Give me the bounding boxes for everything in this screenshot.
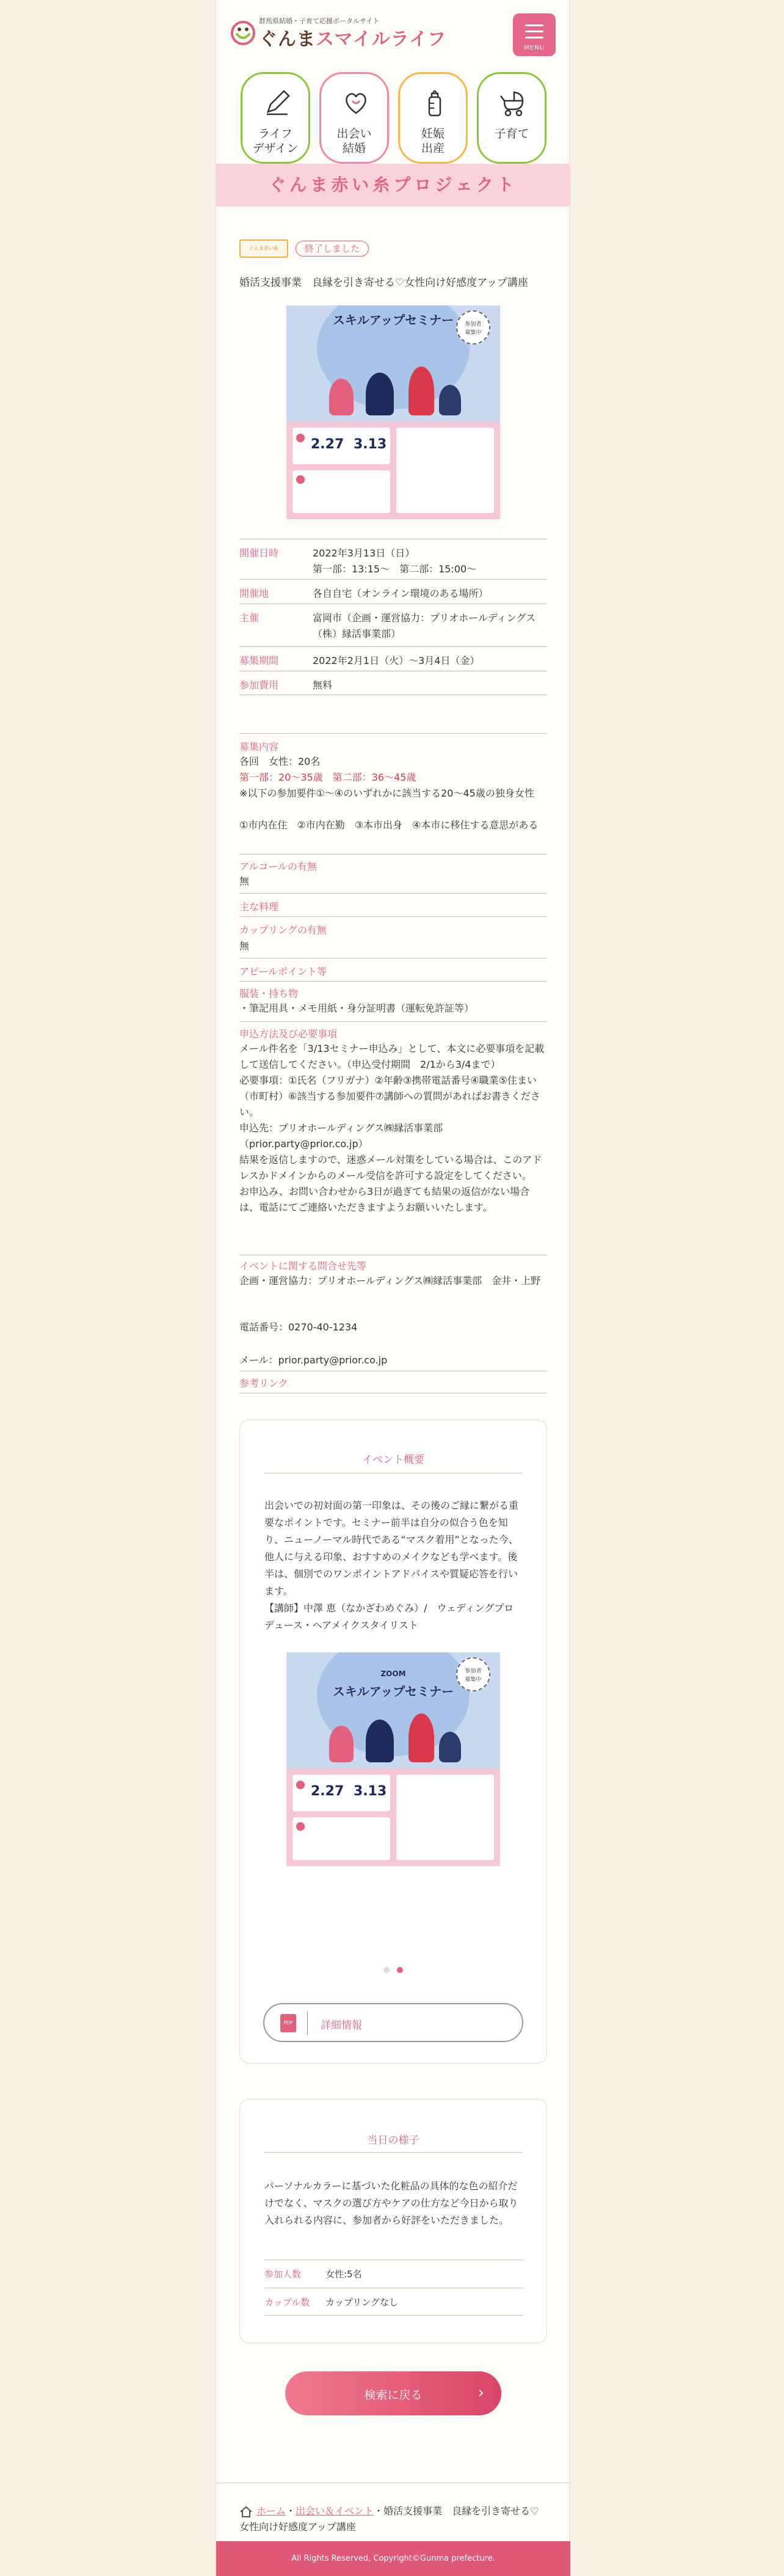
flyer-burst: 参加者 募集中 bbox=[456, 1657, 490, 1691]
event-flyer-image-2 bbox=[286, 1652, 500, 1866]
event-tags bbox=[239, 239, 547, 258]
flyer-person bbox=[366, 1720, 394, 1762]
carousel-dot[interactable] bbox=[383, 1967, 390, 1973]
hamburger-icon-bar bbox=[525, 37, 543, 38]
hamburger-icon-bar bbox=[525, 31, 543, 32]
flyer-pin bbox=[296, 1822, 305, 1831]
logo-subtitle: 群馬県結婚・子育て応援ポータルサイト bbox=[259, 17, 380, 25]
flyer-person bbox=[439, 1732, 461, 1762]
flyer-pin bbox=[296, 434, 305, 442]
red-thread-logo: ぐんま赤い糸 bbox=[239, 239, 288, 258]
site-footer: All Rights Reserved, Copyright©Gunma prefecture. bbox=[216, 2541, 570, 2576]
menu-label: MENU bbox=[524, 45, 545, 51]
divider bbox=[239, 893, 547, 894]
breadcrumb-separator: ・ bbox=[286, 2505, 296, 2517]
nav-pregnancy-birth[interactable] bbox=[398, 72, 468, 164]
breadcrumb-current: 婚活支援事業 良縁を引き寄せる♡女性向け好感度アップ講座 bbox=[239, 2505, 539, 2533]
flyer-title: スキルアップセミナー bbox=[332, 313, 454, 327]
nav-encounter-marriage[interactable] bbox=[319, 72, 389, 164]
flyer-detail-card bbox=[292, 470, 390, 513]
breadcrumb bbox=[239, 2503, 547, 2535]
divider bbox=[264, 2152, 522, 2153]
report-text: パーソナルカラーに基づいた化粧品の具体的な色の紹介だけでなく、マスクの選び方やケアの仕方など今日から取り入れられる内容に、参加者から好評をいただきました。 bbox=[264, 2180, 518, 2226]
contact-line-1: 企画・運営協力：プリオホールディングス㈱縁活事業部 金井・上野 bbox=[239, 1275, 541, 1286]
logo-title-a: ぐんま bbox=[259, 29, 316, 50]
smile-logo-icon bbox=[230, 20, 256, 46]
nav-child-rearing[interactable] bbox=[477, 72, 546, 164]
stroller-icon bbox=[498, 87, 529, 118]
flyer-date-1: 2.27 bbox=[311, 1784, 344, 1799]
report-heading: 当日の様子 bbox=[367, 2134, 419, 2147]
info-value: 2022年3月13日（日） 第一部：13:15～ 第二部：15:00～ bbox=[313, 547, 477, 575]
info-value: 無料 bbox=[313, 679, 333, 691]
event-overview-box bbox=[239, 1420, 547, 2063]
report-key: カップル数 bbox=[264, 2297, 310, 2308]
flyer-pin bbox=[296, 1781, 305, 1789]
breadcrumb-separator: ・ bbox=[374, 2505, 384, 2517]
recruit-heading: 募集内容 bbox=[239, 741, 279, 753]
nav-label: 妊娠 出産 bbox=[421, 127, 445, 155]
back-to-search-button[interactable] bbox=[285, 2371, 501, 2415]
site-logo[interactable] bbox=[230, 16, 446, 53]
flyer-info-card bbox=[396, 1775, 494, 1860]
flyer-person bbox=[329, 1726, 354, 1762]
ref-link-heading[interactable]: 参考リンク bbox=[239, 1377, 288, 1389]
section-banner: ぐんま赤い糸プロジェクト bbox=[216, 164, 570, 206]
dress-value: ・筆記用具・メモ用紙・身分証明書（運転免許証等） bbox=[239, 1002, 474, 1014]
contact-email: メール：prior.party@prior.co.jp bbox=[239, 1354, 388, 1366]
nav-label: 出会い 結婚 bbox=[336, 127, 372, 155]
logo-title-b: スマイルライフ bbox=[316, 29, 446, 50]
flyer-date-1: 2.27 bbox=[311, 437, 344, 452]
contact-heading: イベントに関する問合せ先等 bbox=[239, 1260, 367, 1272]
info-key: 募集期間 bbox=[239, 655, 279, 666]
breadcrumb-home[interactable]: ホーム bbox=[256, 2505, 286, 2517]
info-value: 各自自宅（オンライン環境のある場所） bbox=[313, 588, 488, 599]
report-value: カップリングなし bbox=[325, 2297, 398, 2308]
report-value: 女性:5名 bbox=[325, 2269, 362, 2280]
alcohol-value: 無 bbox=[239, 875, 250, 887]
overview-heading: イベント概要 bbox=[362, 1454, 424, 1466]
report-key: 参加人数 bbox=[264, 2269, 302, 2280]
divider bbox=[239, 1021, 547, 1022]
event-report-box bbox=[239, 2099, 547, 2343]
flyer-person bbox=[329, 379, 354, 415]
site-header bbox=[216, 0, 569, 60]
breadcrumb-events[interactable]: 出会い＆イベント bbox=[296, 2505, 374, 2517]
info-row-period bbox=[239, 646, 547, 671]
category-nav bbox=[241, 72, 546, 164]
divider bbox=[307, 2012, 308, 2035]
status-badge: 終了しました bbox=[296, 241, 369, 257]
divider bbox=[239, 916, 547, 917]
coupling-heading: カップリングの有無 bbox=[239, 924, 327, 936]
flyer-detail-card bbox=[292, 1817, 390, 1860]
home-icon bbox=[239, 2506, 253, 2518]
flyer-pin bbox=[296, 475, 305, 484]
divider bbox=[239, 981, 547, 982]
info-key: 参加費用 bbox=[239, 679, 279, 691]
page bbox=[216, 0, 570, 2576]
dress-heading: 服装・持ち物 bbox=[239, 988, 299, 999]
appeal-heading: アピールポイント等 bbox=[239, 966, 327, 977]
divider bbox=[239, 733, 547, 734]
contact-phone: 電話番号：0270-40-1234 bbox=[239, 1321, 358, 1333]
back-label: 検索に戻る bbox=[364, 2388, 423, 2402]
alcohol-heading: アルコールの有無 bbox=[239, 861, 318, 872]
event-flyer-image bbox=[286, 305, 500, 519]
dish-heading: 主な料理 bbox=[239, 901, 279, 913]
info-row-datetime bbox=[239, 539, 547, 579]
pen-icon bbox=[262, 87, 292, 118]
apply-heading: 申込方法及び必要事項 bbox=[239, 1028, 338, 1040]
recruit-line-2: 第一部：20〜35歳 第二部：36〜45歳 bbox=[239, 772, 416, 783]
heart-icon bbox=[341, 87, 371, 118]
recruit-line-3: ※以下の参加要件①〜④のいずれかに該当する20〜45歳の独身女性 bbox=[239, 787, 534, 799]
flyer-person bbox=[408, 1713, 434, 1762]
info-value: 富岡市（企画・運営協力：プリオホールディングス（株）縁活事業部） bbox=[313, 612, 536, 640]
flyer-zoom-tag: ZOOM bbox=[380, 1669, 406, 1678]
info-key: 開催日時 bbox=[239, 547, 279, 559]
nav-label: 子育て bbox=[494, 127, 529, 140]
bottle-icon bbox=[419, 87, 450, 118]
flyer-info-card bbox=[396, 428, 494, 513]
divider bbox=[239, 854, 547, 855]
carousel-dot-active[interactable] bbox=[397, 1967, 403, 1973]
flyer-title: スキルアップセミナー bbox=[332, 1684, 454, 1699]
recruit-line-1: 各回 女性：20名 bbox=[239, 756, 321, 767]
nav-label: ライフ デザイン bbox=[252, 127, 299, 155]
logo-title bbox=[259, 24, 446, 51]
detail-info-label: 詳細情報 bbox=[321, 2020, 362, 2032]
report-row-participants bbox=[264, 2260, 523, 2288]
info-key: 主催 bbox=[239, 612, 260, 624]
detail-info-button[interactable] bbox=[263, 2003, 523, 2042]
flyer-person bbox=[366, 373, 394, 415]
flyer-person bbox=[439, 385, 461, 415]
flyer-person bbox=[408, 367, 434, 415]
overview-text: 出会いでの初対面の第一印象は、その後のご縁に繋がる重要なポイントです。セミナー前半は自分の似合う色を知り、ニューノーマル時代である“マスク着用”となった今、他人に与える印象、おすすめのメイクなども学べます。後半は、個別でのワンポイントアドバイスや質疑応答を行います。 【講師】中澤 恵（なかざわめぐみ）/ ウェディングプロデュース・ヘアメイクスタイリスト bbox=[264, 1500, 519, 1631]
apply-text: メール件名を「3/13セミナー申込み」として、本文に必要事項を記載して送信してください。（申込受付期間 2/1から3/4まで） 必要事項：①氏名（フリガナ）②年齢③携帯電話番号④職業⑤住まい（市町村）⑥該当する参加要件⑦講師への質問があればお書きください。 申込先：プリオホールディングス㈱縁活事業部 （prior.party@prior.co.jp） 結果を返信しますので、迷惑メール対策をしている場合は、このアドレスかドメインからのメール受信を許可する設定をしてください。 お申込み、お問い合わせから3日が過ぎても結果の返信がない場合は、電話にてご連絡いただきますようお願いいたします。 bbox=[239, 1043, 545, 1213]
carousel-dots bbox=[240, 1964, 546, 1976]
info-row-venue bbox=[239, 579, 547, 604]
hamburger-icon bbox=[525, 24, 543, 26]
flyer-date-2: 3.13 bbox=[354, 437, 387, 452]
info-value: 2022年2月1日（火）〜3月4日（金） bbox=[313, 655, 480, 666]
info-key: 開催地 bbox=[239, 588, 269, 599]
info-row-organizer bbox=[239, 604, 547, 646]
nav-life-design[interactable] bbox=[241, 72, 310, 164]
coupling-value: 無 bbox=[239, 940, 250, 952]
recruit-line-4: ①市内在住 ②市内在勤 ③本市出身 ④本市に移住する意思がある bbox=[239, 819, 539, 831]
menu-button[interactable] bbox=[513, 13, 556, 56]
event-title: 婚活支援事業 良縁を引き寄せる♡女性向け好感度アップ講座 bbox=[239, 277, 529, 289]
report-row-couples bbox=[264, 2288, 523, 2316]
chevron-right-icon: › bbox=[477, 2384, 484, 2402]
pdf-icon: PDF bbox=[280, 2014, 296, 2032]
info-row-fee bbox=[239, 671, 547, 695]
flyer-burst: 参加者 募集中 bbox=[456, 310, 490, 345]
flyer-date-2: 3.13 bbox=[354, 1784, 387, 1799]
